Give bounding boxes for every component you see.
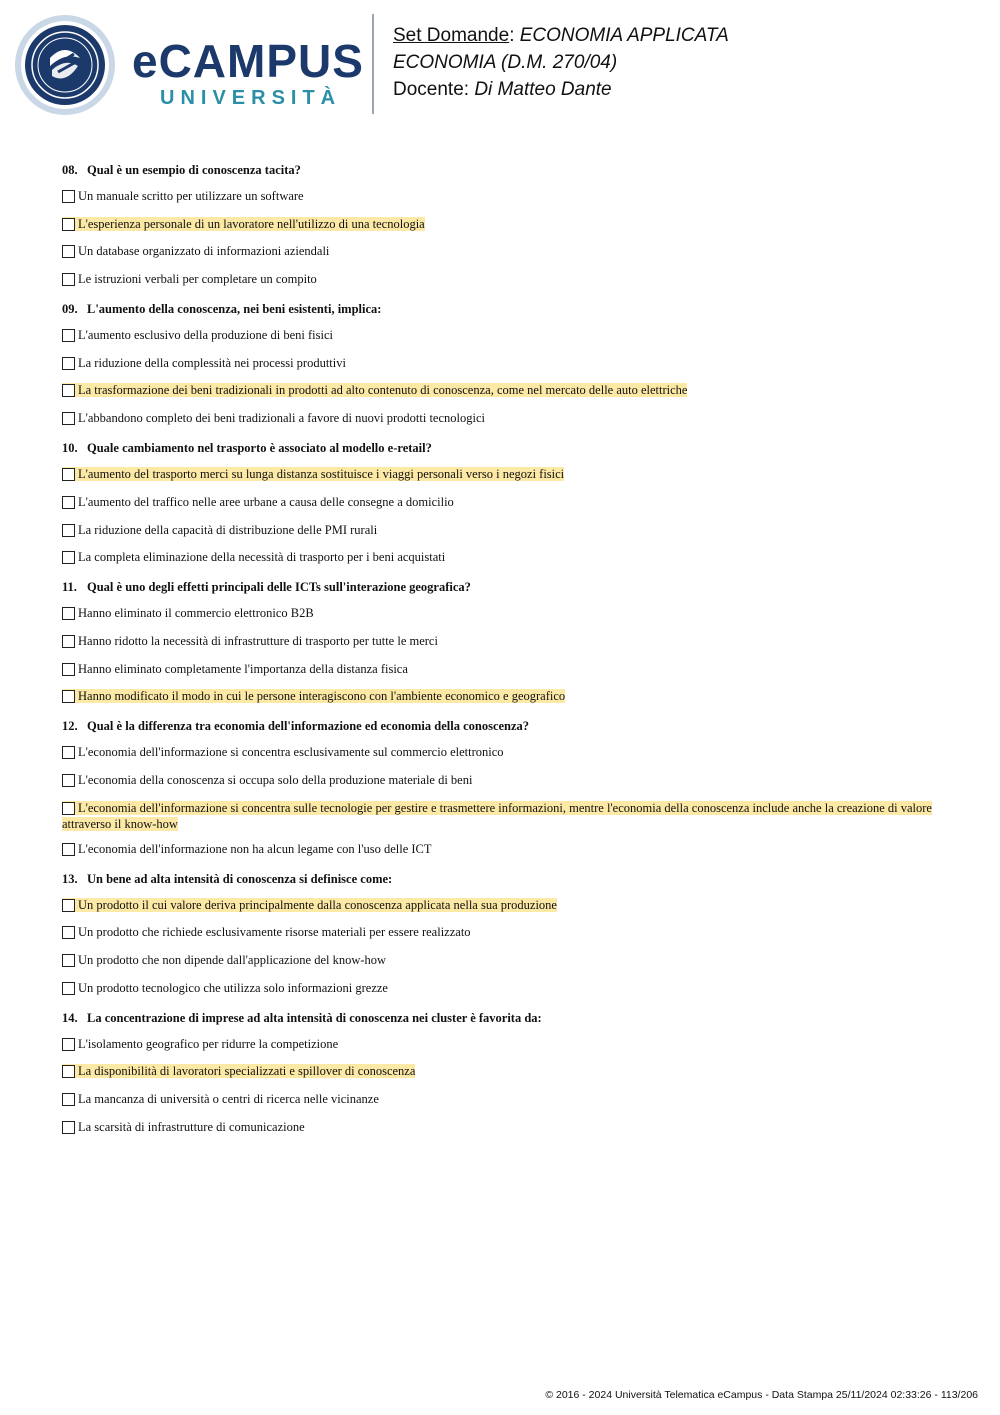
answer-text: L'aumento del traffico nelle aree urbane a causa delle consegne a domicilio	[78, 494, 454, 509]
answer-option	[62, 633, 942, 649]
answer-highlight	[62, 467, 564, 481]
university-seal-logo	[14, 14, 116, 116]
answer-checkbox[interactable]	[62, 468, 75, 481]
question-text: Qual è uno degli effetti principali delle ICTs sull'interazione geografica?	[87, 580, 471, 595]
answer-checkbox[interactable]	[62, 496, 75, 509]
question-list	[62, 162, 942, 1149]
set-label: Set Domande	[393, 25, 510, 46]
answer-text: Un prodotto il cui valore deriva principalmente dalla conoscenza applicata nella sua produzione	[78, 897, 557, 912]
answer-option	[62, 216, 942, 232]
question-title	[62, 440, 942, 456]
answer-option	[62, 924, 942, 940]
answer-text: Un manuale scritto per utilizzare un software	[78, 189, 304, 203]
answer-option	[62, 271, 942, 287]
answer-highlight	[62, 898, 557, 912]
answer-highlight	[62, 689, 565, 703]
answer-option	[62, 605, 942, 621]
answer-option	[62, 382, 942, 398]
answer-text: L'economia dell'informazione non ha alcun legame con l'uso delle ICT	[78, 841, 432, 856]
question-block	[62, 440, 942, 565]
question-text: L'aumento della conoscenza, nei beni esistenti, implica:	[87, 302, 382, 317]
header-divider	[372, 14, 374, 114]
answer-text: L'aumento del trasporto merci su lunga distanza sostituisce i viaggi personali verso i negozi fisici	[78, 467, 565, 482]
page-header	[0, 0, 1000, 130]
answer-checkbox[interactable]	[62, 190, 75, 203]
answer-content	[62, 356, 346, 370]
teacher-line	[393, 76, 729, 103]
answer-content	[62, 1037, 338, 1051]
question-number: 12.	[62, 719, 78, 734]
brand-subtitle: UNIVERSITÀ	[160, 87, 342, 109]
answer-option	[62, 494, 942, 510]
answer-checkbox[interactable]	[62, 926, 75, 939]
answer-content	[62, 842, 432, 856]
answer-text: Hanno eliminato il commercio elettronico B2B	[78, 606, 314, 621]
answer-checkbox[interactable]	[62, 551, 75, 564]
answer-content	[62, 550, 445, 564]
answer-checkbox[interactable]	[62, 412, 75, 425]
course-name: ECONOMIA APPLICATA	[519, 25, 729, 46]
answer-content	[62, 953, 386, 967]
answer-text: Un prodotto che non dipende dall'applicazione del know-how	[78, 953, 387, 967]
question-title	[62, 1010, 942, 1026]
answer-text: La completa eliminazione della necessità di trasporto per i beni acquistati	[78, 550, 446, 565]
answer-text: Un database organizzato di informazioni aziendali	[78, 244, 330, 259]
answer-text: L'abbandono completo dei beni tradizionali a favore di nuovi prodotti tecnologici	[78, 411, 485, 426]
answer-content	[62, 328, 333, 342]
answer-content	[62, 981, 388, 995]
answer-option	[62, 466, 942, 482]
question-block	[62, 301, 942, 426]
answer-checkbox[interactable]	[62, 982, 75, 995]
answer-content	[62, 773, 472, 787]
answer-text: L'aumento esclusivo della produzione di beni fisici	[78, 328, 333, 343]
question-title	[62, 871, 942, 887]
answer-option	[62, 952, 942, 968]
answer-option	[62, 897, 942, 913]
question-text: La concentrazione di imprese ad alta intensità di conoscenza nei cluster è favorita da:	[87, 1010, 542, 1025]
answer-text: La riduzione della capacità di distribuzione delle PMI rurali	[78, 522, 378, 537]
answer-option	[62, 355, 942, 371]
answer-text: La riduzione della complessità nei processi produttivi	[78, 355, 346, 370]
page-footer: © 2016 - 2024 Università Telematica eCampus - Data Stampa 25/11/2024 02:33:26 - 113/206	[545, 1389, 978, 1401]
answer-highlight	[62, 801, 932, 831]
answer-checkbox[interactable]	[62, 245, 75, 258]
answer-text: L'economia dell'informazione si concentra esclusivamente sul commercio elettronico	[78, 745, 504, 760]
question-title	[62, 162, 942, 178]
question-block	[62, 579, 942, 704]
answer-checkbox[interactable]	[62, 746, 75, 759]
question-number: 13.	[62, 871, 78, 886]
brand-wordmark	[132, 35, 364, 110]
question-text: Quale cambiamento nel trasporto è associato al modello e-retail?	[87, 441, 432, 456]
degree-line	[393, 49, 729, 76]
answer-checkbox[interactable]	[62, 384, 75, 397]
answer-text: Hanno eliminato completamente l'importanza della distanza fisica	[78, 661, 408, 676]
question-title	[62, 718, 942, 734]
question-block	[62, 718, 942, 856]
answer-content	[62, 662, 408, 676]
answer-option	[62, 410, 942, 426]
answer-checkbox[interactable]	[62, 635, 75, 648]
question-block	[62, 1010, 942, 1135]
question-number: 10.	[62, 441, 78, 456]
answer-option	[62, 841, 942, 857]
answer-text: Un prodotto che richiede esclusivamente risorse materiali per essere realizzato	[78, 925, 471, 940]
answer-text: L'economia dell'informazione si concentra sulle tecnologie per gestire e trasmettere informazioni, mentre l'economia della conoscenza include anche la creazione di valore attraverso il know-how	[62, 800, 932, 831]
answer-checkbox[interactable]	[62, 954, 75, 967]
question-block	[62, 871, 942, 996]
answer-checkbox[interactable]	[62, 899, 75, 912]
answer-content	[62, 189, 304, 203]
question-text: Un bene ad alta intensità di conoscenza si definisce come:	[87, 871, 393, 886]
answer-text: Le istruzioni verbali per completare un compito	[78, 272, 317, 287]
answer-content	[62, 634, 438, 648]
answer-checkbox[interactable]	[62, 218, 75, 231]
set-info	[393, 22, 729, 103]
question-number: 14.	[62, 1010, 78, 1025]
answer-text: L'isolamento geografico per ridurre la competizione	[78, 1036, 339, 1051]
answer-content	[62, 1120, 305, 1134]
answer-content	[62, 272, 317, 286]
answer-content	[62, 925, 471, 939]
question-number: 11.	[62, 580, 77, 595]
answer-content	[62, 244, 329, 258]
answer-option	[62, 188, 942, 204]
answer-option	[62, 1119, 942, 1135]
answer-text: Un prodotto tecnologico che utilizza solo informazioni grezze	[78, 980, 388, 995]
answer-option	[62, 1091, 942, 1107]
teacher-name: Di Matteo Dante	[474, 79, 612, 100]
answer-checkbox[interactable]	[62, 524, 75, 537]
teacher-label: Docente:	[393, 79, 475, 100]
answer-checkbox[interactable]	[62, 329, 75, 342]
answer-content	[62, 411, 485, 425]
set-title-line	[393, 22, 729, 49]
answer-option	[62, 327, 942, 343]
answer-option	[62, 772, 942, 788]
answer-option	[62, 980, 942, 996]
answer-highlight	[62, 1064, 415, 1078]
question-title	[62, 301, 942, 317]
question-block	[62, 162, 942, 287]
answer-text: La disponibilità di lavoratori specializzati e spillover di conoscenza	[78, 1064, 416, 1079]
answer-highlight	[62, 383, 687, 397]
answer-text: L'esperienza personale di un lavoratore nell'utilizzo di una tecnologia	[78, 216, 425, 231]
answer-option	[62, 688, 942, 704]
answer-content	[62, 1092, 379, 1106]
answer-option	[62, 549, 942, 565]
answer-content	[62, 523, 377, 537]
answer-checkbox[interactable]	[62, 1065, 75, 1078]
answer-content	[62, 606, 314, 620]
question-number: 09.	[62, 302, 78, 317]
answer-checkbox[interactable]	[62, 1121, 75, 1134]
answer-checkbox[interactable]	[62, 774, 75, 787]
question-number: 08.	[62, 163, 78, 177]
question-title	[62, 579, 942, 595]
brand-name: eCAMPUS	[132, 35, 364, 87]
answer-checkbox[interactable]	[62, 1038, 75, 1051]
answer-checkbox[interactable]	[62, 663, 75, 676]
answer-text: Hanno ridotto la necessità di infrastrutture di trasporto per tutte le merci	[78, 633, 438, 648]
answer-checkbox[interactable]	[62, 273, 75, 286]
answer-checkbox[interactable]	[62, 843, 75, 856]
answer-text: La mancanza di università o centri di ricerca nelle vicinanze	[78, 1092, 379, 1107]
question-text: Qual è la differenza tra economia dell'informazione ed economia della conoscenza?	[87, 719, 530, 734]
answer-content	[62, 495, 454, 509]
answer-option	[62, 661, 942, 677]
answer-text: Hanno modificato il modo in cui le persone interagiscono con l'ambiente economico e geografico	[78, 689, 566, 704]
answer-option	[62, 243, 942, 259]
answer-option	[62, 522, 942, 538]
answer-option	[62, 1036, 942, 1052]
answer-checkbox[interactable]	[62, 690, 75, 703]
question-text: Qual è un esempio di conoscenza tacita?	[87, 163, 301, 177]
answer-text: L'economia della conoscenza si occupa solo della produzione materiale di beni	[78, 772, 473, 787]
answer-content	[62, 745, 504, 759]
answer-checkbox[interactable]	[62, 357, 75, 370]
answer-text: La scarsità di infrastrutture di comunicazione	[78, 1119, 305, 1134]
degree-name: ECONOMIA (D.M. 270/04)	[393, 52, 618, 73]
answer-option	[62, 744, 942, 760]
answer-option	[62, 800, 942, 832]
answer-option	[62, 1063, 942, 1079]
answer-checkbox[interactable]	[62, 607, 75, 620]
answer-checkbox[interactable]	[62, 802, 75, 815]
set-separator: :	[509, 25, 520, 46]
answer-checkbox[interactable]	[62, 1093, 75, 1106]
answer-text: La trasformazione dei beni tradizionali in prodotti ad alto contenuto di conoscenza, come nel mercato delle auto elettriche	[78, 383, 688, 398]
answer-highlight	[62, 217, 425, 231]
